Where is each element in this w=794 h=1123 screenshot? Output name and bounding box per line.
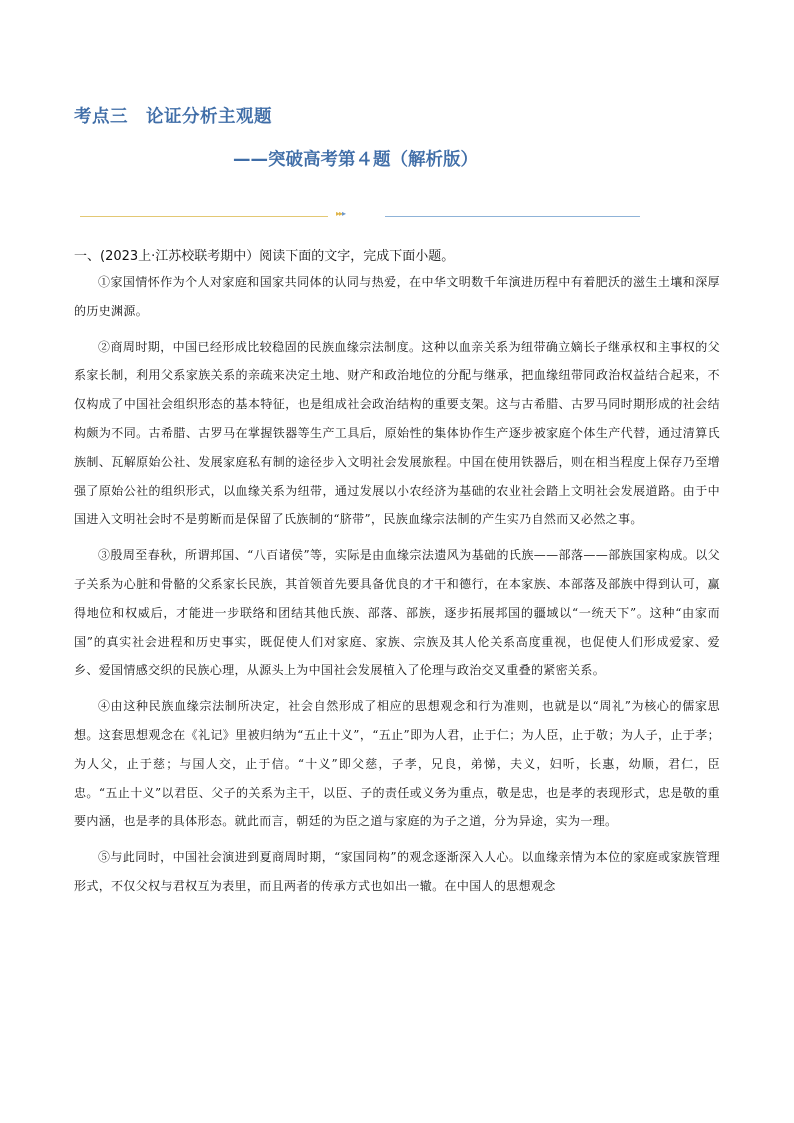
decorative-divider xyxy=(80,209,640,221)
paragraph-1: ①家国情怀作为个人对家庭和国家共同体的认同与热爱，在中华文明数千年演进历程中有着肥沃的滋生土壤和深厚的历史渊源。 xyxy=(74,275,720,318)
paragraph-4: ④由这种民族血缘宗法制所决定，社会自然形成了相应的思想观念和行为准则，也就是以“周礼”为核心的儒家思想。这套思想观念在《礼记》里被归纳为“五止十义”，“五止”即为人君，止于仁；为人臣，止于敬；为人子，止于孝；为人父，止于慈；与国人交，止于信。“十义”即父慈，子孝，兄良，弟悌，夫义，妇听，长惠，幼顺，君仁，臣忠。“五止十义”以君臣、父子的关系为主干，以臣、子的责任或义务为重点，敬是忠，也是孝的表现形式，忠是敬的重要内涵，也是孝的具体形态。就此而言，朝廷的为臣之道与家庭的为子之道，分为异途，实为一理。 xyxy=(74,699,720,829)
reading-passage xyxy=(74,268,720,908)
paragraph-5: ⑤与此同时，中国社会演进到夏商周时期，“家国同构”的观念逐渐深入人心。以血缘亲情为本位的家庭或家族管理形式，不仅父权与君权互为表里，而且两者的传承方式也如出一辙。在中国人的思想观念 xyxy=(74,850,720,893)
question-prompt: 一、(2023上·江苏校联考期中）阅读下面的文字，完成下面小题。 xyxy=(74,249,455,264)
section-title: 考点三 论证分析主观题 xyxy=(74,107,272,127)
divider-arrows-icon: ▸▸▸ xyxy=(336,209,346,218)
divider-line-right xyxy=(385,216,640,217)
paragraph-3: ③殷周至春秋，所谓邦国、“八百诸侯”等，实际是由血缘宗法遗风为基础的氏族——部落——部族国家构成。以父子关系为心脏和骨骼的父系家长民族，其首领首先要具备优良的才干和德行，在本家族、本部落及部族中得到认可，赢得地位和权威后，才能进一步联络和团结其他氏族、部落、部族，逐步拓展邦国的疆域以“一统天下”。这种“由家而国”的真实社会进程和历史事实，既促使人们对家庭、家族、宗族及其人伦关系高度重视，也促使人们形成爱家、爱乡、爱国情感交织的民族心理，从源头上为中国社会发展植入了伦理与政治交叉重叠的紧密关系。 xyxy=(74,548,720,678)
section-subtitle: ——突破高考第４题（解析版） xyxy=(233,150,478,170)
paragraph-2: ②商周时期，中国已经形成比较稳固的民族血缘宗法制度。这种以血亲关系为纽带确立嫡长子继承权和主事权的父系家长制，利用父系家族关系的亲疏来决定土地、财产和政治地位的分配与继承，把血缘纽带同政治权益结合起来，不仅构成了中国社会组织形态的基本特征，也是组成社会政治结构的重要支架。这与古希腊、古罗马同时期形成的社会结构颇为不同。古希腊、古罗马在掌握铁器等生产工具后，原始性的集体协作生产逐步被家庭个体生产代替，通过清算氏族制、瓦解原始公社、发展家庭私有制的途径步入文明社会发展旅程。中国在使用铁器后，则在相当程度上保存乃至增强了原始公社的组织形式，以血缘关系为纽带，通过发展以小农经济为基础的农业社会踏上文明社会发展道路。由于中国进入文明社会时不是剪断而是保留了氏族制的“脐带”，民族血缘宗法制的产生实乃自然而又必然之事。 xyxy=(74,339,720,527)
divider-line-left xyxy=(80,216,328,217)
